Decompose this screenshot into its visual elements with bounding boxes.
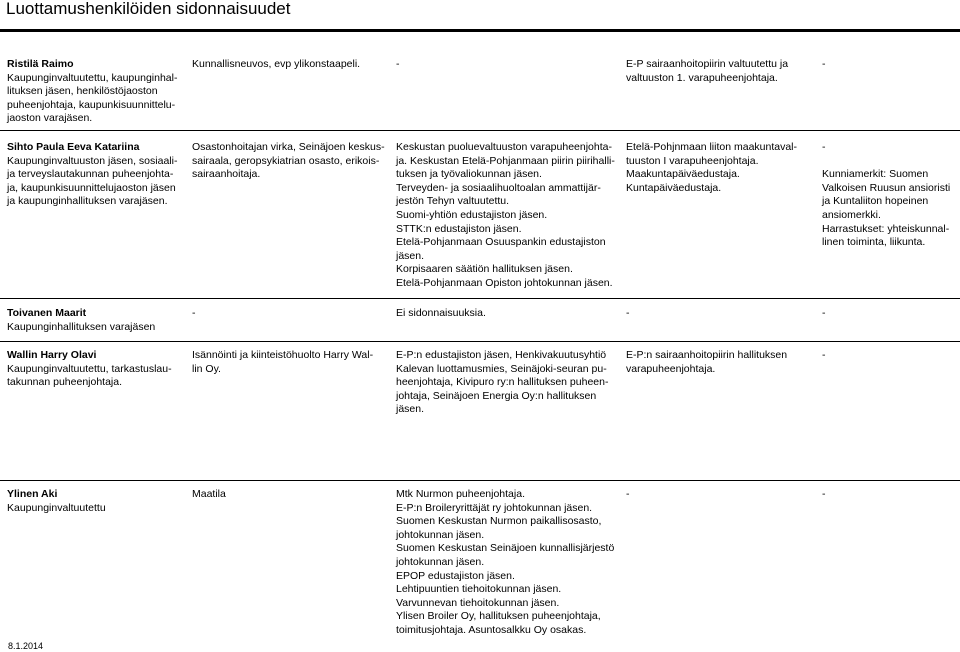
organizations-cell: - [396, 58, 400, 70]
person-cell [7, 58, 179, 126]
person-name: Wallin Harry Olavi [7, 349, 97, 361]
occupation-cell: Osastonhoitajan virka, Seinäjoen keskus- sairaala, geropsykiatrian osasto, erikois- sairaanhoitaja. [192, 141, 385, 181]
footer-date: 8.1.2014 [8, 641, 44, 651]
positions-cell: E-P:n sairaanhoitopiirin hallituksen varapuheenjohtaja. [626, 349, 788, 375]
positions-cell: Etelä-Pohjnmaan liiton maakuntaval- tuuston I varapuheenjohtaja. Maakuntapäiväedustaja. Kuntapäiväedustaja. [626, 141, 798, 194]
other-cell: - [822, 349, 826, 361]
positions-cell: E-P sairaanhoitopiirin valtuutettu ja valtuuston 1. varapuheenjohtaja. [626, 58, 789, 84]
person-cell [7, 349, 179, 390]
person-cell [7, 488, 179, 515]
person-name: Sihto Paula Eeva Katariina [7, 141, 140, 153]
person-name: Ylinen Aki [7, 488, 58, 500]
person-role: Kaupunginvaltuutettu [7, 501, 106, 514]
person-cell [7, 307, 179, 334]
other-cell: - [822, 307, 826, 319]
person-role: Kaupunginhallituksen varajäsen [7, 320, 156, 333]
occupation-cell: Kunnallisneuvos, evp ylikonstaapeli. [192, 58, 361, 70]
positions-cell: - [626, 307, 630, 319]
organizations-cell: Ei sidonnaisuuksia. [396, 307, 486, 319]
person-role: Kaupunginvaltuutettu, kaupunginhal- lituksen jäsen, henkilöstöjaoston puheenjohtaja, kaupunkisuunnittelu- jaoston varajäsen. [7, 71, 178, 125]
person-name: Toivanen Maarit [7, 307, 87, 319]
positions-cell: - [626, 488, 630, 500]
row-divider [0, 480, 960, 481]
row-divider [0, 341, 960, 342]
organizations-cell: E-P:n edustajiston jäsen, Henkivakuutusyhtiö Kalevan luottamusmies, Seinäjoki-seuran pu- heenjohtaja, Kivipuro ry:n hallituksen puheen- johtaja, Seinäjoen Energia Oy:n hallituksen jäsen. [396, 349, 609, 416]
occupation-cell: Isännöinti ja kiinteistöhuolto Harry Wal- lin Oy. [192, 349, 374, 375]
other-cell: - [822, 488, 826, 500]
other-cell: - [822, 58, 826, 70]
title-divider [0, 29, 960, 32]
page-title: Luottamushenkilöiden sidonnaisuudet [6, 0, 291, 18]
organizations-cell: Keskustan puoluevaltuuston varapuheenjohta- ja. Keskustan Etelä-Pohjanmaan piirin piirihalli- tuksen ja työvaliokunnan jäsen. Terveyden- ja sosiaalihuoltoalan ammattijär- jestön Tehyn valtuutettu. Suomi-yhtiön edustajiston jäsen. STTK:n edustajiston jäsen. Etelä-Pohjanmaan Osuuspankin edustajiston jäsen. Korpisaaren säätiön hallituksen jäsen. Etelä-Pohjanmaan Opiston johtokunnan jäsen. [396, 141, 615, 289]
occupation-cell: Maatila [192, 488, 226, 500]
other-cell: - Kunniamerkit: Suomen Valkoisen Ruusun ansioristi ja Kuntaliiton hopeinen ansiomerkki. Harrastukset: yhteiskunnal- linen toiminta, liikunta. [822, 141, 951, 249]
person-role: Kaupunginvaltuuston jäsen, sosiaali- ja terveyslautakunnan puheenjohta- ja, kaupunkisuunnittelujaoston jäsen ja kaupunginhallituksen varajäsen. [7, 154, 178, 208]
organizations-cell: Mtk Nurmon puheenjohtaja. E-P:n Broileryrittäjät ry johtokunnan jäsen. Suomen Keskustan Nurmon paikallisosasto, johtokunnan jäsen. Suomen Keskustan Seinäjoen kunnallisjärjestö johtokunnan jäsen. EPOP edustajiston jäsen. Lehtipuuntien tiehoitokunnan jäsen. Varvunnevan tiehoitokunnan jäsen. Ylisen Broiler Oy, hallituksen puheenjohtaja, toimitusjohtaja. Asuntosalkku Oy osakas. [396, 488, 615, 636]
row-divider [0, 298, 960, 299]
person-cell [7, 141, 179, 209]
occupation-cell: - [192, 307, 196, 319]
person-role: Kaupunginvaltuutettu, tarkastuslau- takunnan puheenjohtaja. [7, 362, 172, 389]
row-divider [0, 130, 960, 131]
person-name: Ristilä Raimo [7, 58, 74, 70]
